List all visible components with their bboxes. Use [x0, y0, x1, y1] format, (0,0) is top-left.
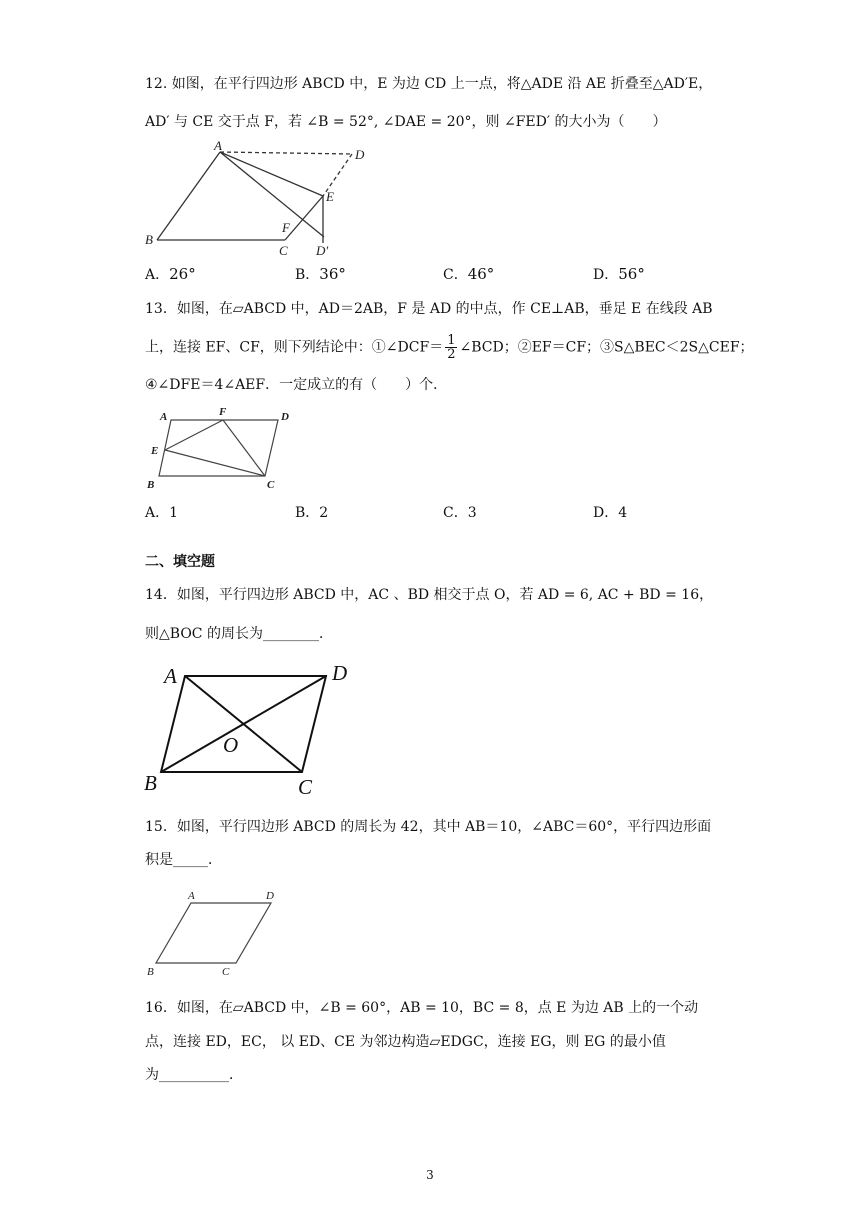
q13-figure	[143, 404, 303, 494]
q13-line-2: 上，连接 EF、CF，则下列结论中：①∠DCF＝ $\frac{1}{2}$ ∠BCD；②EF＝CF；③S△BEC＜2S△CEF；	[145, 333, 754, 362]
q16-line-2: 点，连接 ED，EC， 以 ED、CE 为邻边构造▱EDGC，连接 EG，则 EG 的最小值	[145, 1034, 666, 1050]
q14-figure	[140, 656, 370, 801]
q12-label-b: B	[145, 232, 153, 247]
q13-label-b: B	[147, 479, 155, 491]
q14-label-b: B	[144, 771, 157, 795]
page-number: 3	[426, 1168, 434, 1182]
q12-figure	[140, 140, 380, 260]
q14-label-c: C	[298, 775, 313, 799]
q12-label-e: E	[326, 189, 334, 204]
q12-line-2: AD′ 与 CE 交于点 F，若 ∠B = 52°, ∠DAE = 20°，则 ∠FED′ 的大小为（ ）	[145, 114, 667, 130]
q15-line-1: 15．如图，平行四边形 ABCD 的周长为 42，其中 AB＝10，∠ABC＝60°，平行四边形面	[145, 819, 712, 835]
q15-line-2: 积是_____．	[145, 852, 222, 868]
q14-label-d: D	[332, 661, 348, 685]
q12-option-c: C．46°	[443, 265, 495, 283]
q15-label-c: C	[222, 966, 230, 978]
q13-label-a: A	[160, 411, 168, 423]
q15-label-b: B	[147, 966, 154, 978]
q13-label-f: F	[219, 406, 227, 418]
q13-option-a: A．1	[145, 505, 179, 521]
q12-option-b: B．36°	[295, 265, 346, 283]
q14-line-2: 则△BOC 的周长为________．	[145, 626, 333, 642]
q13-label-e: E	[151, 445, 159, 457]
q16-line-3: 为__________．	[145, 1067, 243, 1083]
q12-label-f: F	[282, 220, 290, 235]
q15-label-a: A	[188, 890, 195, 902]
q12-option-a: A．26°	[145, 265, 196, 283]
q13-fraction: $\frac{1}{2}$	[447, 333, 456, 362]
q12-label-d: D	[355, 147, 365, 162]
q12-option-d: D．56°	[593, 265, 645, 283]
q13-line-3: ④∠DFE＝4∠AEF．一定成立的有（ ）个．	[145, 377, 448, 393]
q15-figure	[140, 884, 290, 979]
q13-option-d: D．4	[593, 505, 628, 521]
q12-line-1: 12. 如图，在平行四边形 ABCD 中，E 为边 CD 上一点，将△ADE 沿 AE 折叠至△AD′E，	[145, 76, 713, 92]
q12-label-d-prime: D′	[316, 243, 329, 258]
section-heading-fill-in: 二、填空题	[145, 554, 215, 570]
q16-line-1: 16．如图，在▱ABCD 中，∠B = 60°，AB = 10，BC = 8，点 E 为边 AB 上的一个动	[145, 1000, 699, 1016]
q14-line-1: 14．如图，平行四边形 ABCD 中，AC 、BD 相交于点 O，若 AD = 6, AC + BD = 16，	[145, 587, 714, 603]
q13-label-d: D	[281, 411, 289, 423]
q14-label-a: A	[164, 664, 177, 688]
q13-option-b: B．2	[295, 505, 329, 521]
q13-line-1: 13．如图，在▱ABCD 中，AD＝2AB，F 是 AD 的中点，作 CE⊥AB，垂足 E 在线段 AB	[145, 301, 713, 317]
q13-label-c: C	[267, 479, 275, 491]
q12-label-a: A	[214, 138, 222, 153]
q12-label-c: C	[279, 243, 288, 258]
q15-label-d: D	[266, 890, 274, 902]
q14-label-o: O	[223, 733, 239, 757]
q13-option-c: C．3	[443, 505, 477, 521]
